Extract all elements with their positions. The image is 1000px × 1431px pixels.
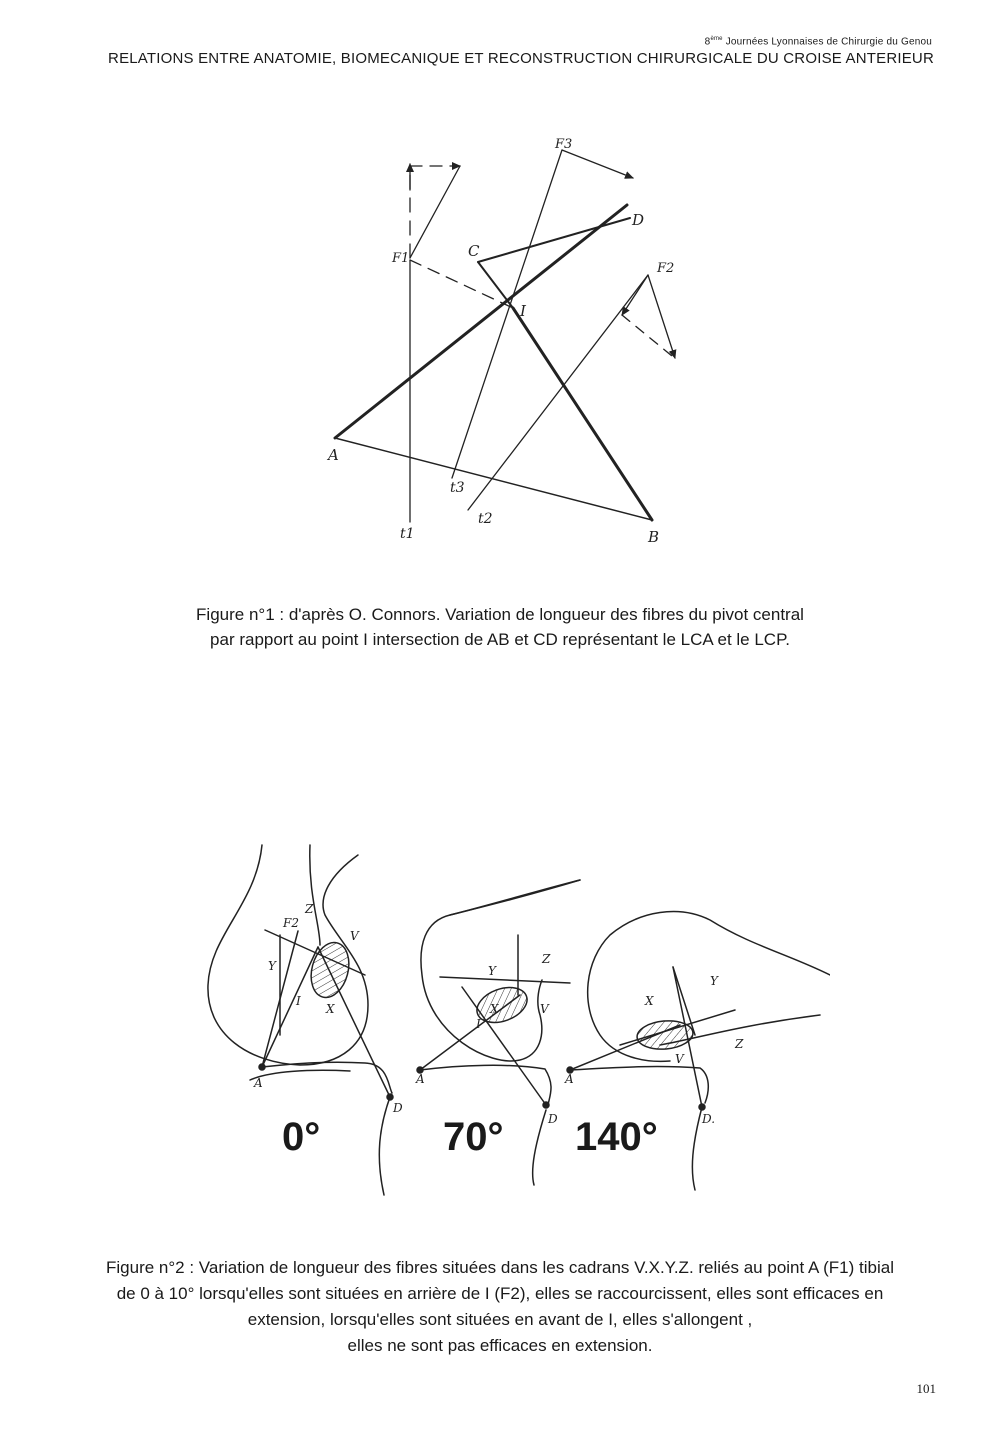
fiber-A-70	[420, 995, 520, 1070]
p1-label-A: A	[254, 1076, 263, 1090]
p2-label-Z: Z	[542, 952, 551, 966]
figure-1-diagram	[300, 130, 720, 560]
femur-outline-140	[588, 912, 830, 1062]
label-B: B	[648, 528, 660, 546]
label-F2: F2	[657, 261, 675, 276]
line-IB	[513, 308, 652, 520]
label-t2: t2	[478, 511, 493, 527]
line-CI	[478, 262, 513, 308]
arrow-F3	[562, 150, 633, 178]
p3-label-V: V	[675, 1052, 684, 1066]
ordinal: 8	[704, 36, 711, 48]
point-D-0	[387, 1094, 393, 1100]
line-CD	[478, 218, 630, 262]
running-title: RELATIONS ENTRE ANATOMIE, BIOMECANIQUE ET RECONSTRUCTION CHIRURGICALE DU CROISE ANTERIEUR	[108, 50, 934, 67]
femur-inner-0	[310, 845, 320, 945]
p1-label-Y: Y	[268, 959, 276, 973]
line-F2-top	[622, 275, 648, 315]
figure-1-caption	[100, 602, 900, 652]
angle-label-140: 140°	[575, 1115, 658, 1159]
dashed-F1-I	[410, 260, 513, 308]
line-F3-t3	[452, 150, 562, 478]
figure-2-caption-line-3: extension, lorsqu'elles sont situées en avant de I, elles s'allongent ,	[247, 1310, 753, 1329]
line-F2-force	[648, 275, 675, 358]
p3-label-Z: Z	[735, 1037, 744, 1051]
conference-header	[705, 36, 932, 47]
figure-1-caption-line-1: Figure n°1 : d'après O. Connors. Variation de longueur des fibres du pivot central	[196, 605, 804, 624]
femur-upper-70	[450, 880, 580, 915]
conference-name: Journées Lyonnaises de Chirurgie du Genou	[725, 36, 932, 48]
label-I: I	[520, 302, 526, 320]
figure-1-caption-line-2: par rapport au point I intersection de AB et CD représentant le LCA et le LCP.	[210, 630, 790, 649]
label-t1: t1	[400, 526, 415, 542]
p1-label-D: D	[393, 1101, 403, 1115]
figure-2-caption-line-1: Figure n°2 : Variation de longueur des fibres situées dans les cadrans V.X.Y.Z. reliés au point A (F1) tibial	[106, 1258, 894, 1277]
angle-label-0: 0°	[282, 1115, 321, 1159]
label-t3: t3	[450, 480, 465, 496]
dashed-F2	[622, 315, 672, 356]
page-number: 101	[916, 1381, 936, 1396]
p1-label-V: V	[350, 929, 359, 943]
p2-label-V: V	[540, 1002, 549, 1016]
p1-label-X: X	[326, 1002, 335, 1016]
line-AB-base	[335, 438, 652, 520]
p1-label-F2: F2	[283, 916, 299, 930]
line-AB-diagonal	[335, 205, 627, 438]
p3-label-X: X	[645, 994, 654, 1008]
femur-outline-70	[421, 880, 580, 1061]
p3-label-A: A	[565, 1072, 574, 1086]
p3-label-D: D.	[702, 1112, 716, 1126]
p2-label-I: I	[476, 1017, 481, 1031]
p2-label-D: D	[548, 1112, 558, 1126]
angle-label-70: 70°	[443, 1115, 504, 1159]
point-D-70	[543, 1102, 549, 1108]
axis-line-70	[440, 977, 570, 983]
p2-label-A: A	[416, 1072, 425, 1086]
hatched-zone-70	[472, 981, 532, 1029]
label-F1: F1	[392, 251, 410, 266]
figure-2-caption	[60, 1255, 940, 1359]
label-F3: F3	[555, 137, 573, 152]
label-A: A	[328, 446, 339, 464]
tibia-plateau-0	[250, 1070, 350, 1080]
p1-label-Z: Z	[305, 902, 314, 916]
p1-label-I: I	[296, 994, 301, 1008]
figure-1-svg	[300, 130, 720, 560]
figure-2-caption-line-4: elles ne sont pas efficaces en extension.	[347, 1336, 653, 1355]
point-D-140	[699, 1104, 705, 1110]
label-D: D	[632, 211, 645, 229]
p3-label-Y: Y	[710, 974, 718, 988]
p2-label-Y: Y	[488, 964, 496, 978]
point-A-0	[259, 1064, 265, 1070]
ordinal-suffix: ème	[710, 36, 723, 42]
line-F1-force	[410, 166, 460, 258]
figure-2-caption-line-2: de 0 à 10° lorsqu'elles sont situées en arrière de I (F2), elles se raccourcissent, elles sont efficaces en	[116, 1284, 884, 1303]
label-C: C	[468, 242, 480, 260]
p2-label-X: X	[490, 1002, 499, 1016]
